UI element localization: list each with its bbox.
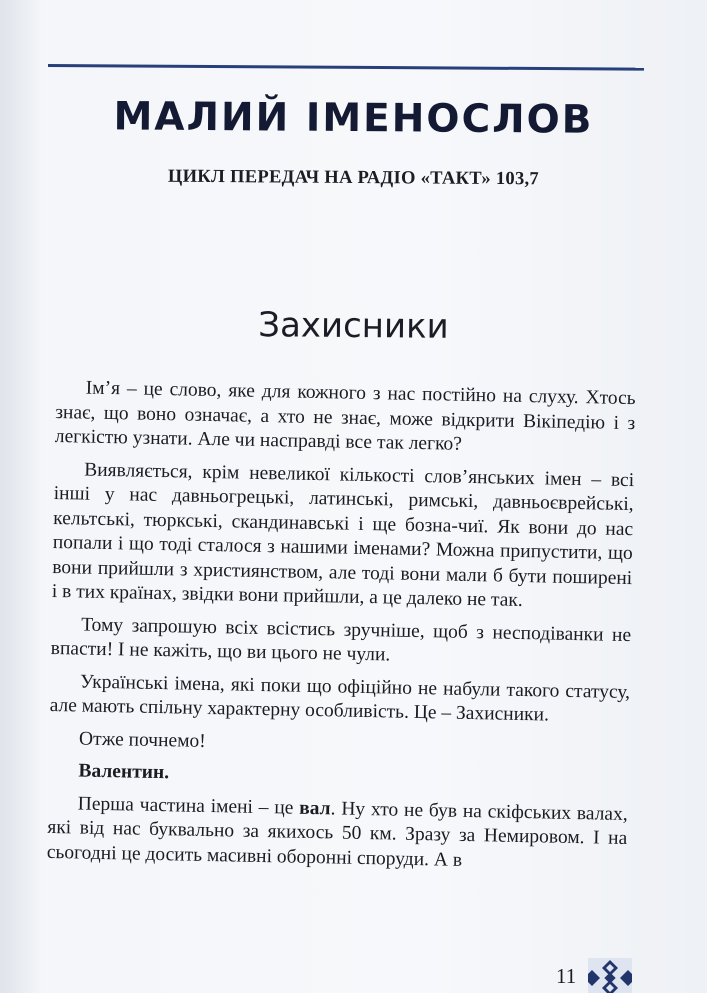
paragraph: Тому запрошую всіх всістись зручніше, щоб з несподіванки не впасти! І не кажіть, що ви цього не чули. — [50, 614, 632, 666]
emphasized-word: вал — [299, 797, 331, 819]
folk-ornament-icon — [588, 958, 632, 993]
paragraph: Виявляється, крім невеликої кількості слов’янських імен – всі інші у нас давньогрецькі, латинські, римські, давньоєврейські, кельтські, тюркські, скандинавські і ще бозна-чиї. Як вони до нас попали і що тоді сталося з нашими іменами? Можна припустити, що вони прийшли з християнством, але тоді вони мали б бути поширені і в тих країнах, звідки вони прийшли, а це далеко не так. — [51, 459, 635, 611]
chapter-body — [47, 376, 636, 876]
book-title: МАЛИЙ ІМЕНОСЛОВ — [113, 94, 594, 143]
page-number: 11 — [556, 964, 577, 988]
paragraph: Отже почнемо! — [78, 728, 206, 752]
book-subtitle: ЦИКЛ ПЕРЕДАЧ НА РАДІО «ТАКТ» 103,7 — [167, 166, 540, 190]
chapter-heading: Захисники — [258, 305, 449, 347]
paragraph-text: Перша частина імені – це — [77, 792, 300, 819]
paragraph-text: . Ну хто не був на скіфських валах, які від нас буквально за якихось 50 км. Зразу за Немировом. І на сьогодні це досить масивні оборонні споруди. А в — [46, 797, 628, 871]
paragraph: Українські імена, які поки що офіційно не набули такого статусу, але мають спільну характерну особливість. Це – Захисники. — [49, 671, 631, 726]
top-rule — [48, 64, 644, 71]
name-heading: Валентин. — [78, 760, 170, 784]
paragraph: Ім’я – це слово, яке для кожного з нас постійно на слуху. Хтось знає, що воно означає, а хто не знає, може відкрити Вікіпедію і з легкістю узнати. Але чи насправді все так легко? — [54, 377, 636, 455]
paragraph — [47, 791, 628, 876]
